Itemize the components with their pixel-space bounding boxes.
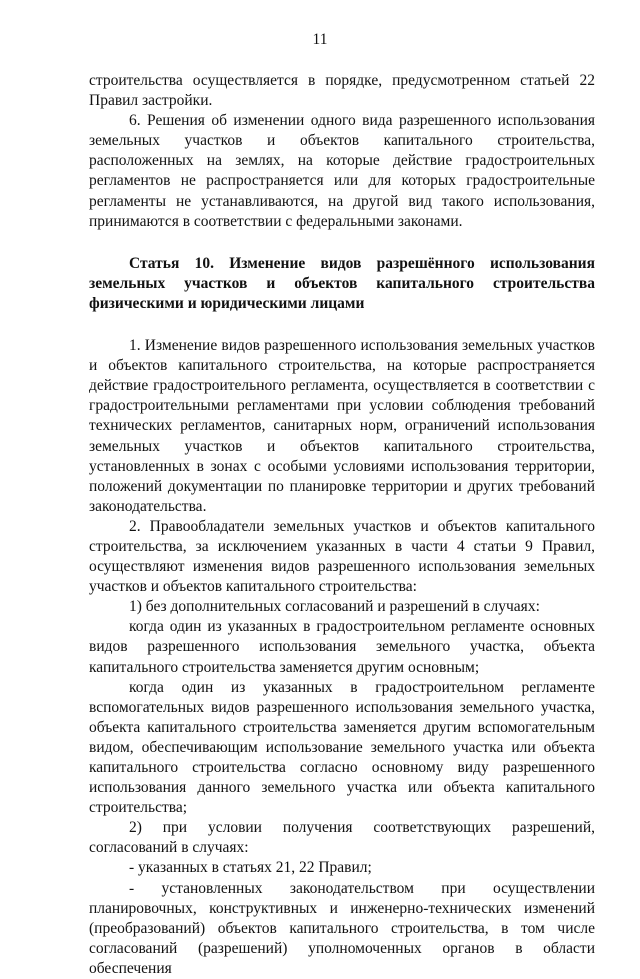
list-item: 1) без дополнительных согласований и разрешений в случаях: <box>129 598 540 616</box>
article-heading: Статья 10. Изменение видов разрешённого использования земельных участков и объектов капитального строительства физическими и юридическими лицами <box>89 254 595 312</box>
paragraph: 6. Решения об изменении одного вида разрешенного использования земельных участков и объектов капитального строительства, расположенных на землях, на которые действие градостроительных регламентов не распространяется или для которых градостроительные регламенты не устанавливаются, на другой вид такого использования, принимаются в соответствии с федеральными законами. <box>89 112 595 230</box>
page-number: 11 <box>312 31 328 48</box>
list-item: когда один из указанных в градостроительном регламенте основных видов разрешенного использования земельного участка, объекта капитального строительства заменяется другим основным; <box>89 618 595 676</box>
paragraph: строительства осуществляется в порядке, предусмотренном статьей 22 Правил застройки. <box>89 72 595 110</box>
paragraph: 2. Правообладатели земельных участков и объектов капитального строительства, за исключением указанных в части 4 статьи 9 Правил, осуществляют изменения видов разрешенного использования земельных участков и объектов капитального строительства: <box>89 517 595 596</box>
list-item: - указанных в статьях 21, 22 Правил; <box>129 859 372 877</box>
list-item: 2) при условии получения соответствующих разрешений, согласований в случаях: <box>89 819 595 857</box>
list-item: когда один из указанных в градостроительном регламенте вспомогательных видов разрешенного использования земельного участка, объекта капитального строительства заменяется другим вспомогательным видом, обеспечивающим использование земельного участка или объекта капитального строительства согласно основному виду разрешенного использования данного земельного участка или объекта капитального строительства; <box>89 678 595 817</box>
list-item: - установленных законодательством при осуществлении планировочных, конструктивных и инженерно-технических изменений (преобразований) объектов капитального строительства, в том числе согласований (разрешений) уполномоченных органов в области обеспечения <box>89 879 595 977</box>
document-body <box>89 71 595 979</box>
paragraph: 1. Изменение видов разрешенного использования земельных участков и объектов капитального строительства, на которые распространяется действие градостроительного регламента, осуществляется в соответствии с градостроительными регламентами при условии соблюдения требований технических регламентов, санитарных норм, ограничений использования земельных участков и объектов капитального строительства, установленных в зонах с особыми условиями использования территории, положений документации по планировке территории и других требований законодательства. <box>89 337 595 515</box>
